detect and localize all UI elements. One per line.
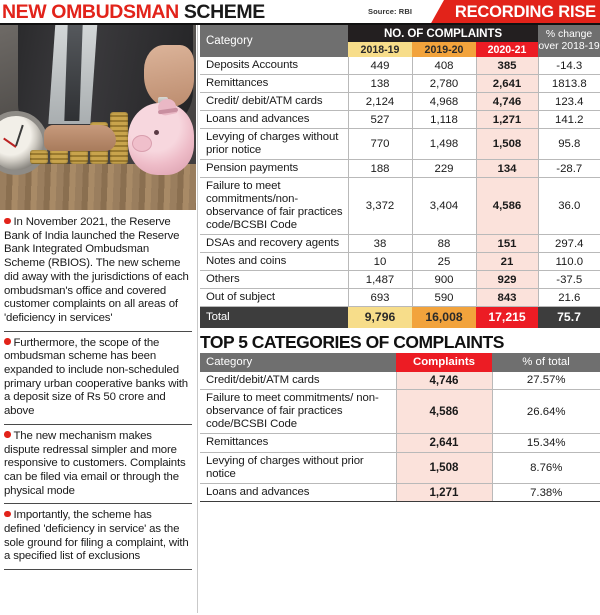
cell-complaints: 4,586	[396, 389, 492, 434]
table-row	[200, 289, 600, 307]
table-row	[200, 372, 600, 390]
cell-2019-20: 2,780	[412, 75, 476, 93]
page-title-part2: SCHEME	[183, 1, 265, 23]
table-header-row	[200, 25, 600, 42]
list-item-text: Furthermore, the scope of the ombudsman scheme has been expanded to include non-scheduled primary urban cooperative banks with a deposit size of Rs 50 crore and above	[4, 336, 188, 418]
header-no-of-complaints: NO. OF COMPLAINTS	[348, 25, 538, 42]
cell-2018-19: 38	[348, 235, 412, 253]
cell-pct-of-total: 26.64%	[492, 389, 600, 434]
piggy-snout	[132, 135, 152, 152]
cell-category: Failure to meet commitments/ non-observance of fair practices code/BCSBI Code	[200, 389, 396, 434]
list-item	[4, 504, 192, 570]
table-row	[200, 253, 600, 271]
cell-total-2019-20: 16,008	[412, 307, 476, 328]
list-item-text: The new mechanism makes dispute redressal simpler and more responsive to customers. Complaints can be filed via email or through the physical mode	[4, 429, 186, 497]
table-row	[200, 129, 600, 160]
cell-complaints: 1,271	[396, 483, 492, 501]
cell-2020-21: 134	[476, 160, 538, 178]
cell-complaints: 4,746	[396, 372, 492, 390]
bullet-dot-icon	[4, 431, 11, 438]
top-banner	[0, 0, 600, 25]
section-title: TOP 5 CATEGORIES OF COMPLAINTS	[200, 331, 504, 352]
piggy-bank-icon	[128, 103, 194, 175]
cell-2020-21: 385	[476, 57, 538, 75]
bullet-list	[0, 211, 196, 615]
table-row	[200, 93, 600, 111]
cell-pct-change: 1813.8	[538, 75, 600, 93]
cell-2018-19: 138	[348, 75, 412, 93]
top5-header-category: Category	[200, 353, 396, 372]
cell-2019-20: 229	[412, 160, 476, 178]
cell-category: Credit/debit/ATM cards	[200, 372, 396, 390]
list-item	[4, 211, 192, 332]
cell-pct-of-total: 27.57%	[492, 372, 600, 390]
cell-category: Levying of charges without prior notice	[200, 452, 396, 483]
cell-pct-change: 95.8	[538, 129, 600, 160]
photo-hand-left	[44, 125, 116, 151]
cell-pct-change: 123.4	[538, 93, 600, 111]
list-item	[4, 332, 192, 425]
table-row	[200, 160, 600, 178]
cell-2020-21: 2,641	[476, 75, 538, 93]
cell-total-label: Total	[200, 307, 348, 328]
cell-2020-21: 929	[476, 271, 538, 289]
table-row	[200, 452, 600, 483]
cell-complaints: 2,641	[396, 434, 492, 452]
cell-pct-change: 110.0	[538, 253, 600, 271]
cell-total-2018-19: 9,796	[348, 307, 412, 328]
top5-header-complaints: Complaints	[396, 353, 492, 372]
list-item-text: Importantly, the scheme has defined 'deficiency in service' as the sole ground for filing a complaint, with a specified list of exclusions	[4, 509, 189, 563]
cell-2020-21: 4,586	[476, 178, 538, 235]
cell-category: Remittances	[200, 434, 396, 452]
cell-2020-21: 1,508	[476, 129, 538, 160]
cell-pct-change: 297.4	[538, 235, 600, 253]
cell-2019-20: 408	[412, 57, 476, 75]
table-row	[200, 235, 600, 253]
vertical-divider	[197, 25, 198, 613]
table-total-row	[200, 307, 600, 328]
cell-2019-20: 3,404	[412, 178, 476, 235]
bullet-dot-icon	[4, 218, 11, 225]
cell-pct-of-total: 15.34%	[492, 434, 600, 452]
cell-pct-change: -14.3	[538, 57, 600, 75]
header-year-2018-19: 2018-19	[348, 42, 412, 57]
cell-total-pct-change: 75.7	[538, 307, 600, 328]
list-item-text: In November 2021, the Reserve Bank of India launched the Reserve Bank Integrated Ombudsman Scheme (RBIOS). The new scheme did away with the jurisdictions of each ombudsman's office and covered customer complaints on all areas of 'deficiency in services'	[4, 216, 189, 324]
cell-category: Deposits Accounts	[200, 57, 348, 75]
page-title-part1: NEW OMBUDSMAN	[2, 1, 179, 23]
cell-category: Failure to meet commitments/non-observance of fair practices code/BCSBI Code	[200, 178, 348, 235]
cell-2019-20: 25	[412, 253, 476, 271]
table-row	[200, 75, 600, 93]
cell-2019-20: 88	[412, 235, 476, 253]
top5-table	[200, 353, 600, 503]
header-year-2020-21: 2020-21	[476, 42, 538, 57]
piggy-eye	[154, 130, 159, 135]
hero-photo	[0, 25, 196, 210]
right-column	[200, 25, 600, 502]
cell-pct-of-total: 7.38%	[492, 483, 600, 501]
table-row	[200, 434, 600, 452]
cell-2020-21: 21	[476, 253, 538, 271]
cell-pct-change: 141.2	[538, 111, 600, 129]
cell-pct-change: 21.6	[538, 289, 600, 307]
cell-2020-21: 4,746	[476, 93, 538, 111]
header-category: Category	[200, 25, 348, 57]
cell-pct-change: 36.0	[538, 178, 600, 235]
bullet-dot-icon	[4, 338, 11, 345]
cell-pct-change: -37.5	[538, 271, 600, 289]
cell-category: Credit/ debit/ATM cards	[200, 93, 348, 111]
table-row	[200, 271, 600, 289]
list-item	[4, 425, 192, 505]
cell-category: Loans and advances	[200, 483, 396, 501]
cell-pct-change: -28.7	[538, 160, 600, 178]
cell-2018-19: 770	[348, 129, 412, 160]
recording-rise-label: RECORDING RISE	[454, 3, 596, 21]
cell-category: Notes and coins	[200, 253, 348, 271]
cell-2019-20: 590	[412, 289, 476, 307]
table-row	[200, 483, 600, 501]
header-pct-change: % change over 2018-19	[538, 25, 600, 57]
table-row	[200, 111, 600, 129]
cell-2018-19: 3,372	[348, 178, 412, 235]
cell-2018-19: 10	[348, 253, 412, 271]
complaints-table	[200, 25, 600, 328]
coin-stack	[30, 150, 48, 164]
table-row	[200, 178, 600, 235]
cell-total-2020-21: 17,215	[476, 307, 538, 328]
cell-2018-19: 527	[348, 111, 412, 129]
table-row	[200, 57, 600, 75]
cell-category: Levying of charges without prior notice	[200, 129, 348, 160]
cell-2018-19: 2,124	[348, 93, 412, 111]
source-label: Source: RBI	[368, 7, 413, 16]
cell-2018-19: 188	[348, 160, 412, 178]
cell-category: Loans and advances	[200, 111, 348, 129]
cell-pct-of-total: 8.76%	[492, 452, 600, 483]
cell-2019-20: 900	[412, 271, 476, 289]
cell-category: Out of subject	[200, 289, 348, 307]
cell-2019-20: 4,968	[412, 93, 476, 111]
cell-2018-19: 1,487	[348, 271, 412, 289]
cell-2019-20: 1,118	[412, 111, 476, 129]
cell-2020-21: 1,271	[476, 111, 538, 129]
cell-2019-20: 1,498	[412, 129, 476, 160]
cell-category: Others	[200, 271, 348, 289]
top5-header-row	[200, 353, 600, 372]
cell-2020-21: 843	[476, 289, 538, 307]
cell-2018-19: 693	[348, 289, 412, 307]
cell-category: Pension payments	[200, 160, 348, 178]
cell-category: DSAs and recovery agents	[200, 235, 348, 253]
cell-2020-21: 151	[476, 235, 538, 253]
photo-hand-right	[144, 45, 194, 107]
top5-header-pct: % of total	[492, 353, 600, 372]
bullet-dot-icon	[4, 511, 11, 518]
header-year-2019-20: 2019-20	[412, 42, 476, 57]
table-row	[200, 389, 600, 434]
page-title	[2, 1, 265, 24]
cell-complaints: 1,508	[396, 452, 492, 483]
cell-category: Remittances	[200, 75, 348, 93]
cell-2018-19: 449	[348, 57, 412, 75]
